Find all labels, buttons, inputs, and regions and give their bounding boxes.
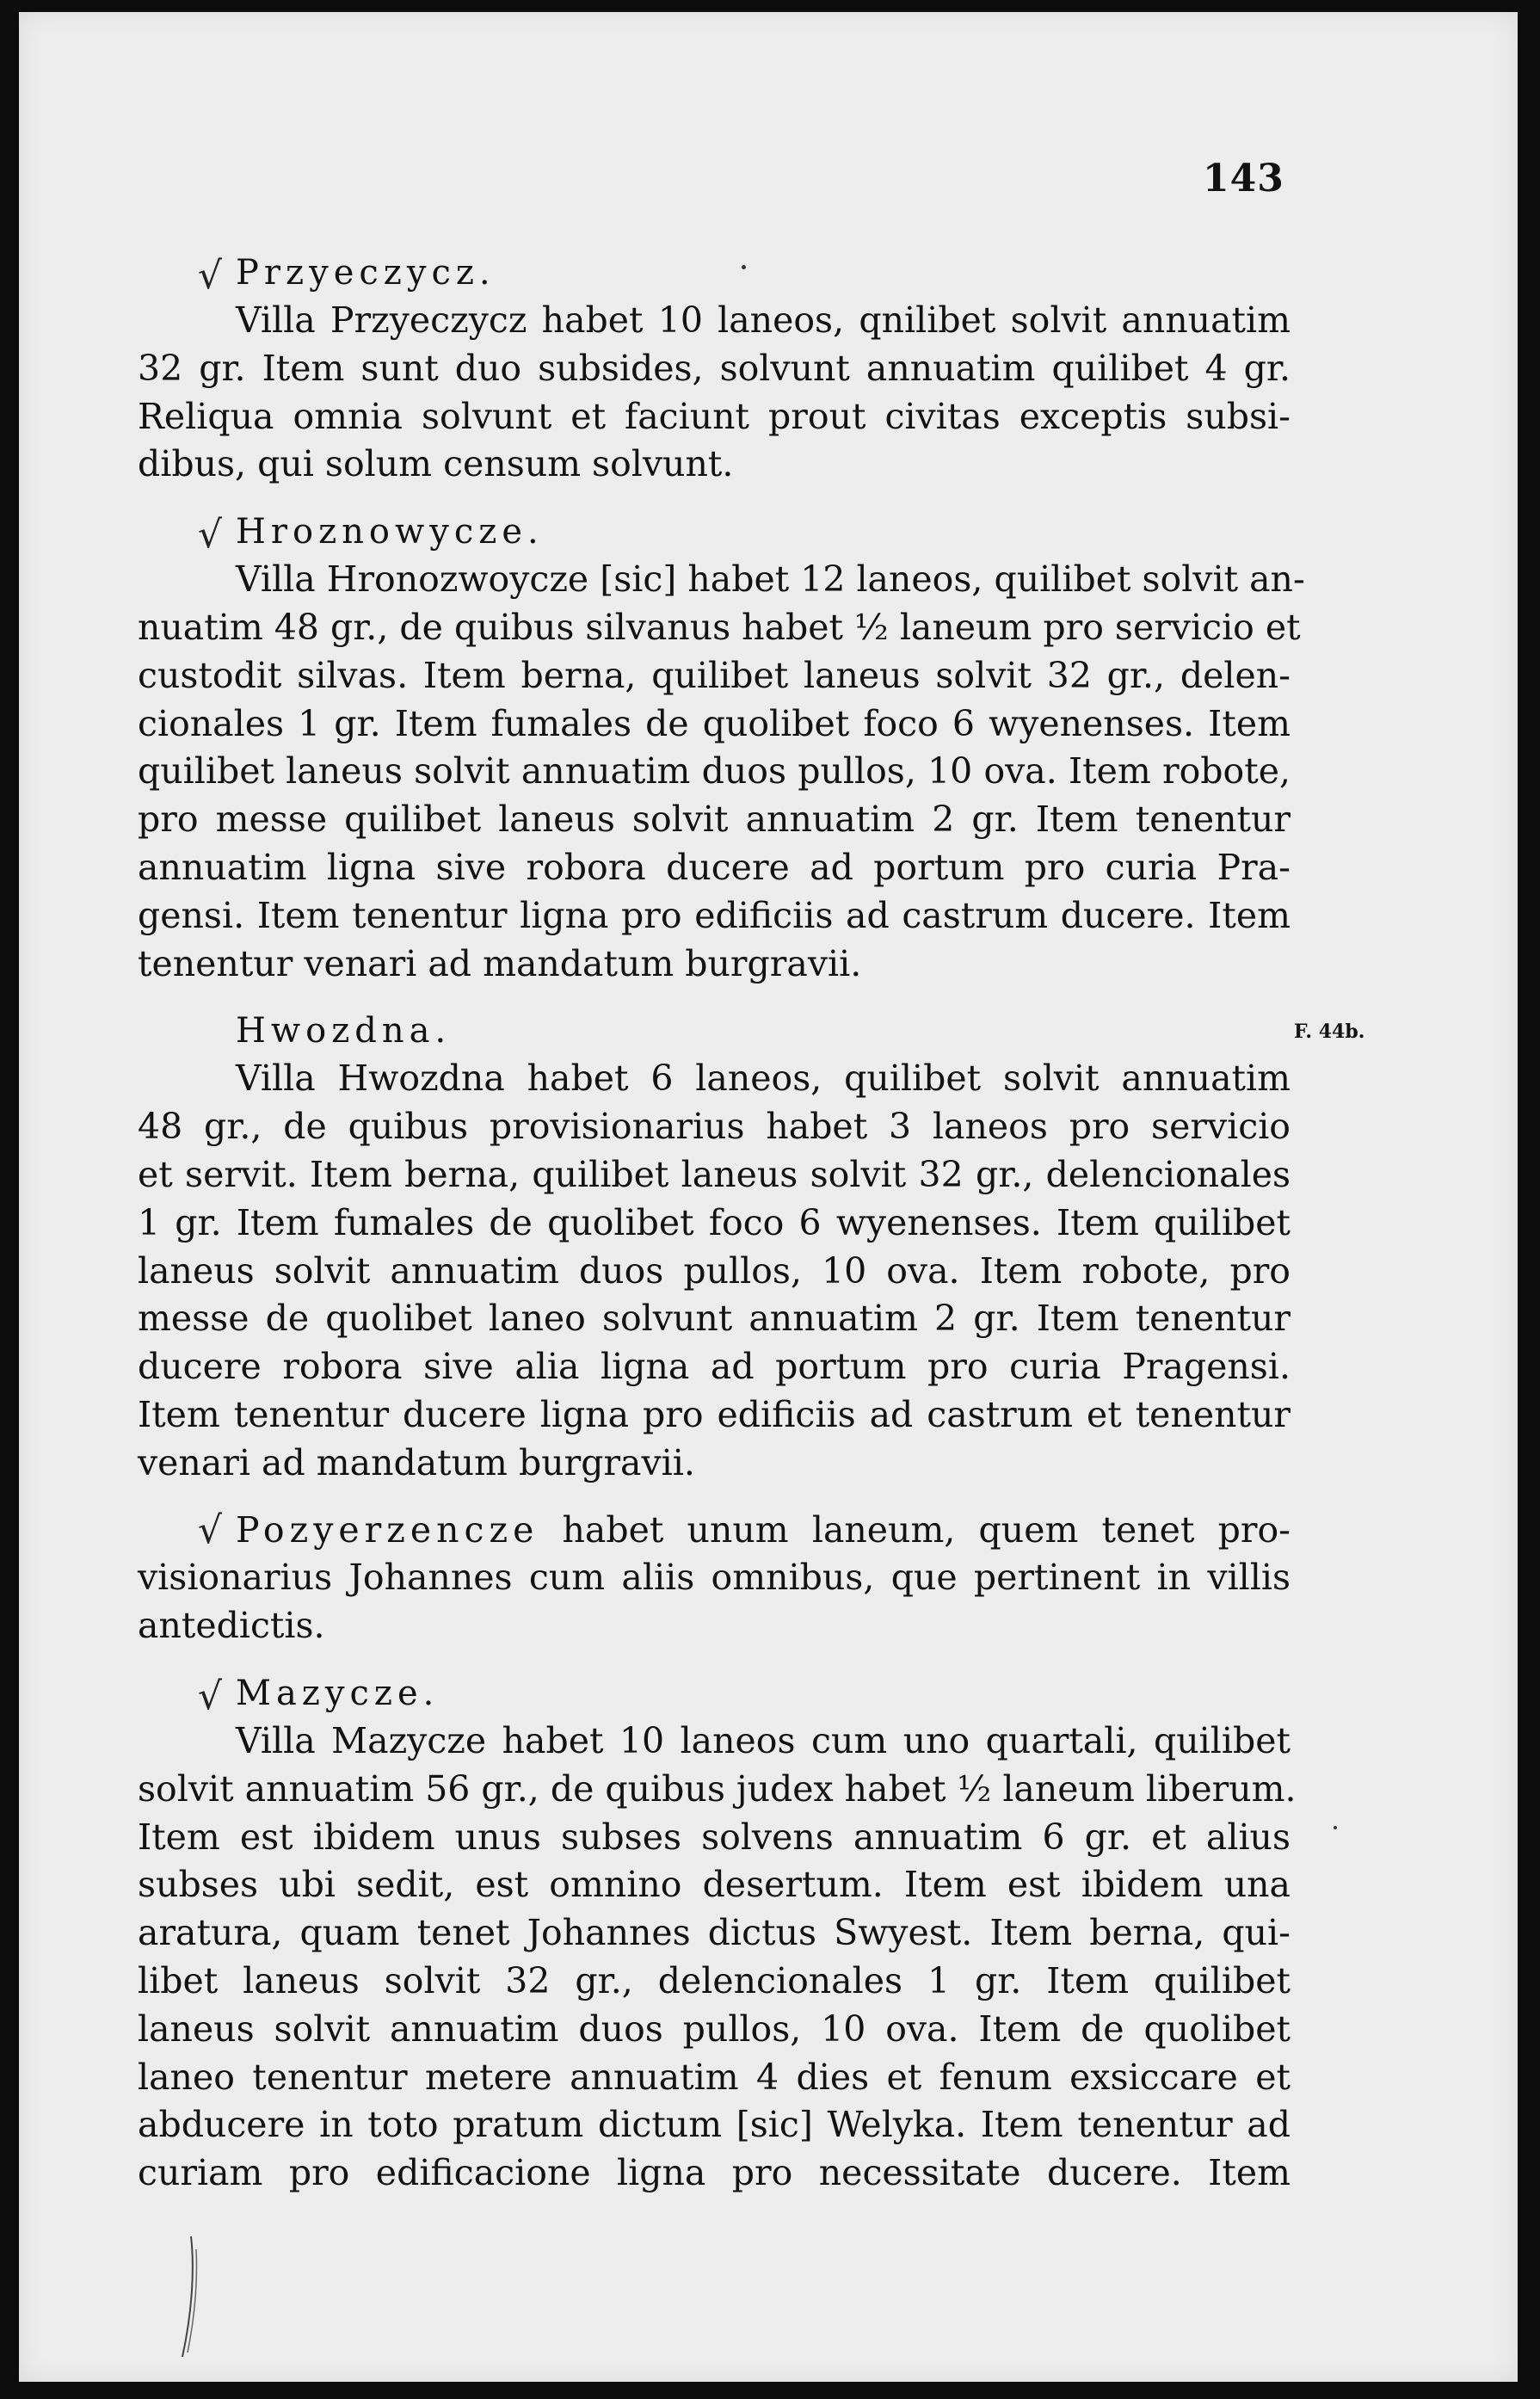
text-line: pro messe quilibet laneus solvit annuatim 2 gr. Item tenentur [138,799,1291,841]
text-line: laneus solvit annuatim duos pullos, 10 ova. Item de quolibet [138,2007,1291,2050]
check-mark-icon: √ [198,1508,223,1552]
text-line: Item tenentur ducere ligna pro edificiis ad castrum et tenentur [138,1393,1291,1435]
text-line: laneus solvit annuatim duos pullos, 10 ova. Item robote, pro [138,1249,1291,1292]
text-line: gensi. Item tenentur ligna pro edificiis ad castrum ducere. Item [138,894,1291,936]
entry-pozyerzencze [138,1507,1291,1650]
text-line: ducere robora sive alia ligna ad portum pro curia Pragensi. [138,1346,1291,1388]
text-line: 32 gr. Item sunt duo subsides, solvunt annuatim quilibet 4 gr. [138,347,1291,389]
text-line: annuatim ligna sive robora ducere ad portum pro curia Pra- [138,846,1291,888]
text-line: subses ubi sedit, est omnino desertum. Item est ibidem una [138,1864,1291,1906]
entry-heading-text: Przyeczycz. [236,253,496,293]
text-line: 48 gr., de quibus provisionarius habet 3 laneos pro servicio [138,1106,1291,1148]
text-line: 1 gr. Item fumales de quolibet foco 6 wyenenses. Item quilibet [138,1201,1291,1243]
entry-heading-text: Mazycze. [236,1673,440,1713]
entry-hroznowycze [138,508,1305,988]
entry-hwozdna [138,1007,1291,1487]
margin-folio-reference: F. 44b. [1294,1021,1365,1043]
text-line: Reliqua omnia solvunt et faciunt prout civitas exceptis subsi- [138,395,1291,437]
entry-heading-text: Hwozdna. [236,1011,452,1051]
check-mark-icon: √ [198,1674,228,1718]
text-line: nuatim 48 gr., de quibus silvanus habet ½ laneum pro servicio et [138,606,1301,648]
text-line: visionarius Johannes cum aliis omnibus, que pertinent in villis [138,1557,1291,1599]
entry-heading [138,249,1291,297]
page-number: 143 [1203,157,1284,200]
text-line: venari ad mandatum burgravii. [138,1441,695,1483]
entry-przyeczycz [138,249,1291,489]
text-line: cionales 1 gr. Item fumales de quolibet foco 6 wyenenses. Item [138,702,1291,744]
ink-speck [1334,1826,1337,1829]
text-line: laneo tenentur metere annuatim 4 dies et fenum exsiccare et [138,2056,1291,2098]
document-page [19,12,1518,2382]
text-line [138,1507,1291,1555]
text-line: quilibet laneus solvit annuatim duos pullos, 10 ova. Item robote, [138,750,1291,792]
ink-speck [742,265,746,269]
text-line: curiam pro edificacione ligna pro necessitate ducere. Item [138,2152,1291,2194]
entry-first-line-text: habet unum laneum, quem tenet pro- [562,1508,1291,1551]
text-line: Villa Przyeczycz habet 10 laneos, qnilibet solvit annuatim [236,299,1291,341]
check-mark-icon: √ [198,254,228,298]
text-line: tenentur venari ad mandatum burgravii. [138,942,862,984]
text-line: antedictis. [138,1605,325,1647]
text-line: solvit annuatim 56 gr., de quibus judex habet ½ laneum liberum. [138,1767,1297,1810]
text-line: custodit silvas. Item berna, quilibet laneus solvit 32 gr., delen- [138,654,1291,696]
text-line: dibus, qui solum censum solvunt. [138,443,734,485]
entry-heading [138,1669,1291,1718]
text-line: Item est ibidem unus subses solvens annuatim 6 gr. et alius [138,1816,1291,1858]
text-line: Villa Mazycze habet 10 laneos cum uno quartali, quilibet [236,1719,1291,1761]
entry-heading-text: Pozyerzencze [236,1508,539,1551]
text-line: Villa Hwozdna habet 6 laneos, quilibet solvit annuatim [236,1058,1291,1100]
text-line: et servit. Item berna, quilibet laneus solvit 32 gr., delencionales [138,1153,1291,1195]
pencil-stroke-mark [176,2232,201,2361]
entry-heading [138,1007,1291,1055]
body-text [138,249,1305,2198]
text-line: Villa Hronozwoycze [sic] habet 12 laneos, quilibet solvit an- [236,558,1305,601]
check-mark-icon: √ [198,513,228,558]
entry-heading-text: Hroznowycze. [236,512,544,552]
text-line: libet laneus solvit 32 gr., delencionales 1 gr. Item quilibet [138,1959,1291,2001]
text-line: abducere in toto pratum dictum [sic] Welyka. Item tenentur ad [138,2104,1291,2146]
entry-heading [138,508,1291,556]
text-line: aratura, quam tenet Johannes dictus Swyest. Item berna, qui- [138,1912,1291,1954]
entry-mazycze [138,1669,1297,2198]
text-line: messe de quolibet laneo solvunt annuatim 2 gr. Item tenentur [138,1298,1291,1340]
